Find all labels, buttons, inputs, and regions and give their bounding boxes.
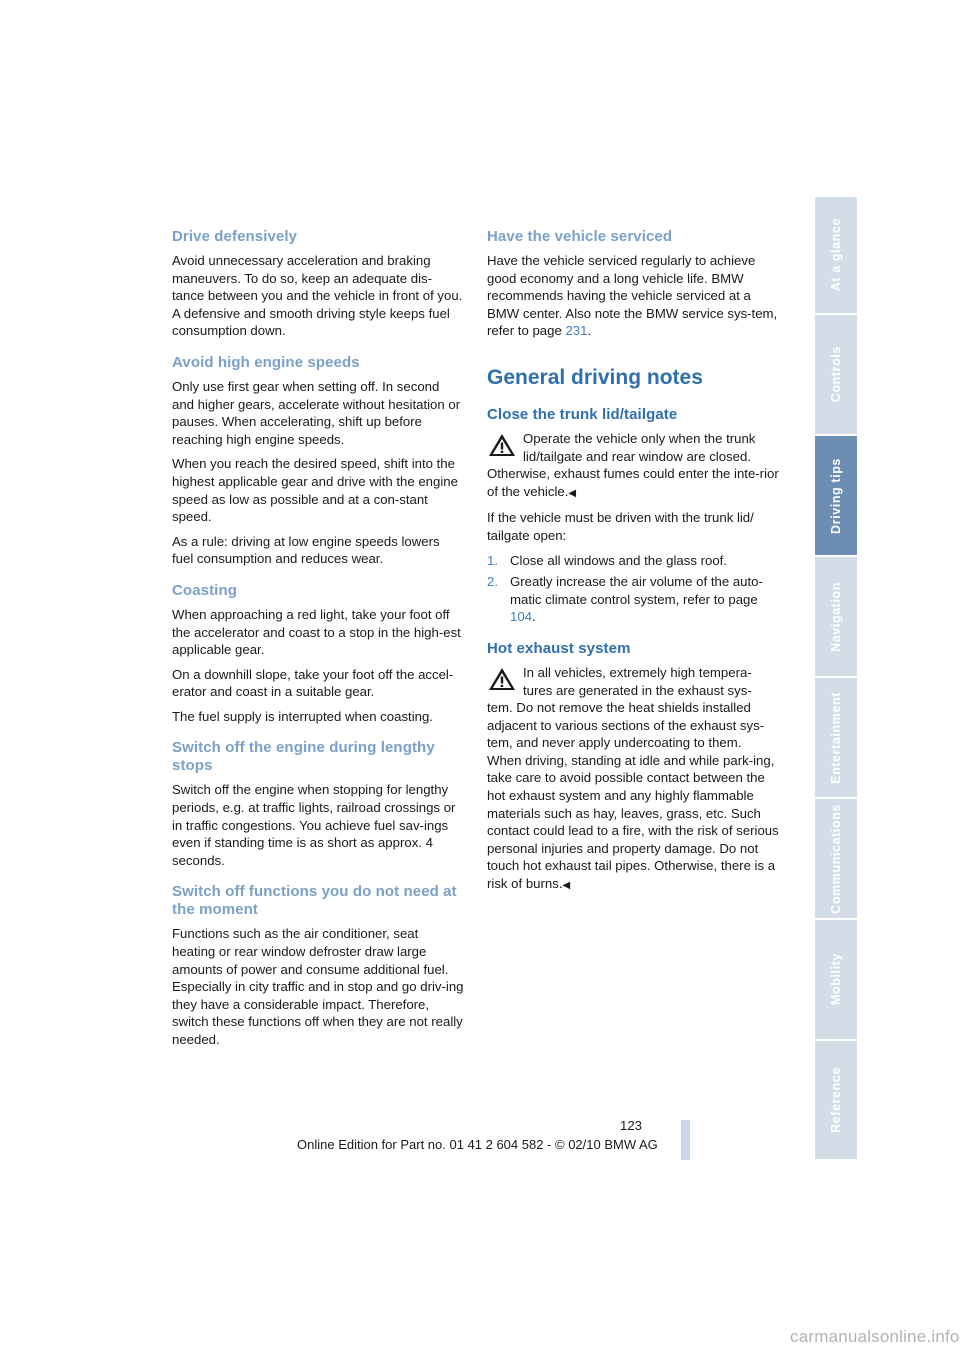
tab-entertainment[interactable] xyxy=(815,678,857,797)
tab-label: Driving tips xyxy=(829,457,843,534)
paragraph: Only use first gear when setting off. In second and higher gears, accelerate without hesitation or pauses. When accelerating, shift up before reaching high engine speeds. xyxy=(172,378,461,447)
paragraph: If the vehicle must be driven with the trunk lid/ tailgate open: xyxy=(487,510,754,543)
page-link-104[interactable]: 104 xyxy=(510,609,533,625)
tab-label: At a glance xyxy=(829,218,843,292)
right-column xyxy=(487,228,779,909)
watermark: carmanualsonline.info xyxy=(790,1327,960,1346)
section-coasting xyxy=(172,582,464,726)
paragraph: Switch off the engine when stopping for lengthy periods, e.g. at traffic lights, railroad crossings or in traffic congestions. You achieve fuel sav-ings even if standing time is as short as approx. 4 seconds. xyxy=(172,782,456,868)
step-text: Close all windows and the glass roof. xyxy=(510,552,727,568)
paragraph xyxy=(487,252,779,340)
heading-avoid-high-engine-speeds: Avoid high engine speeds xyxy=(172,353,360,371)
page-number: 123 xyxy=(620,1118,643,1133)
section-switch-off-functions xyxy=(172,883,464,1048)
left-column xyxy=(172,228,464,1063)
paragraph: As a rule: driving at low engine speeds lowers fuel consumption and reduces wear. xyxy=(172,533,440,567)
warning-text: tem. Do not remove the heat shields installed adjacent to various sections of the exhaust sys-tem, and never apply undercoating to them. When driving, standing at idle and while park-ing, take care to avoid possible contact between the hot exhaust system and any highly flammable materials such as hay, leaves, grass, etc. Such contact could lead to a fire, with the risk of serious personal injuries and property damage. Do not touch hot exhaust tail pipes. Otherwise, there is a risk of burns. xyxy=(487,700,779,892)
warning-first-lines: Operate the vehicle only when the trunk lid/tailgate and rear window are closed. xyxy=(523,430,756,464)
section-close-trunk xyxy=(487,406,779,626)
tab-label: Navigation xyxy=(829,581,843,652)
paragraph: Functions such as the air conditioner, seat heating or rear window defroster draw large amounts of power and consume additional fuel. Especially in city traffic and in stop and go driv-ing they have a considerable impact. Therefore, switch these functions off when they are not really needed. xyxy=(172,926,464,1047)
tab-label: Entertainment xyxy=(829,691,843,784)
paragraph: The fuel supply is interrupted when coasting. xyxy=(172,708,433,724)
end-mark-icon: ◀ xyxy=(562,880,571,892)
steps-list xyxy=(487,552,779,626)
warning-first-lines: In all vehicles, extremely high tempera-tures are generated in the exhaust sys- xyxy=(523,664,752,698)
step-number: 2. xyxy=(487,574,498,590)
tab-reference[interactable] xyxy=(815,1041,857,1159)
tab-mobility[interactable] xyxy=(815,920,857,1039)
step-end: . xyxy=(532,609,536,625)
tab-label: Communications xyxy=(829,803,843,914)
paragraph: When you reach the desired speed, shift into the highest applicable gear and drive with the engine speed as low as possible and at a con-stant speed. xyxy=(172,456,458,525)
tab-label: Reference xyxy=(829,1067,843,1133)
section-hot-exhaust xyxy=(487,640,779,895)
heading-drive-defensively: Drive defensively xyxy=(172,228,298,245)
list-item xyxy=(487,552,779,570)
warning-block xyxy=(487,664,779,895)
warning-rest xyxy=(487,465,779,502)
tab-navigation[interactable] xyxy=(815,557,857,676)
warning-rest xyxy=(487,699,779,895)
heading-vehicle-serviced: Have the vehicle serviced xyxy=(487,228,673,245)
tab-label: Controls xyxy=(829,346,843,403)
heading-hot-exhaust: Hot exhaust system xyxy=(487,639,631,657)
tab-at-a-glance[interactable] xyxy=(815,197,857,313)
page-link-231[interactable]: 231 xyxy=(565,323,588,339)
paragraph-end: . xyxy=(587,323,592,339)
heading-close-trunk: Close the trunk lid/tailgate xyxy=(487,405,678,423)
warning-triangle-icon xyxy=(487,666,517,692)
paragraph: When approaching a red light, take your foot off the accelerator and coast to a stop in the high-est applicable gear. xyxy=(172,606,461,658)
paragraph: On a downhill slope, take your foot off the accel-erator and coast in a suitable gear. xyxy=(172,666,454,700)
page-marker-bar xyxy=(681,1120,690,1160)
tab-driving-tips[interactable] xyxy=(815,436,857,555)
heading-switch-off-engine: Switch off the engine during lengthy stops xyxy=(172,739,435,775)
list-item xyxy=(487,573,779,626)
step-text: Greatly increase the air volume of the auto-matic climate control system, refer to page xyxy=(510,574,763,607)
paragraph: Avoid unnecessary acceleration and braking maneuvers. To do so, keep an adequate dis-tance between you and the vehicle in front of you. A defensive and smooth driving style keeps fuel consumption down. xyxy=(172,253,463,339)
warning-text: Otherwise, exhaust fumes could enter the inte-rior of the vehicle. xyxy=(487,466,779,499)
tab-communications[interactable] xyxy=(815,799,857,918)
footer-edition: Online Edition for Part no. 01 41 2 604 582 - © 02/10 BMW AG xyxy=(297,1137,658,1152)
end-mark-icon: ◀ xyxy=(568,487,577,499)
heading-coasting: Coasting xyxy=(172,581,237,599)
paragraph-text: Have the vehicle serviced regularly to achieve good economy and a long vehicle life. BMW recommends having the vehicle serviced at a BMW center. Also note the BMW service sys-tem, refer to page xyxy=(487,253,778,339)
tab-label: Mobility xyxy=(829,953,843,1006)
chapter-sidebar xyxy=(815,197,857,1161)
warning-triangle-icon xyxy=(487,432,517,458)
heading-switch-off-functions: Switch off functions you do not need at the moment xyxy=(172,883,457,919)
section-switch-off-engine xyxy=(172,739,464,869)
warning-block xyxy=(487,430,779,502)
section-title-general-driving-notes: General driving notes xyxy=(487,365,703,389)
tab-controls[interactable] xyxy=(815,315,857,434)
section-vehicle-serviced xyxy=(487,228,779,340)
section-avoid-high-engine-speeds xyxy=(172,354,464,568)
step-number: 1. xyxy=(487,552,498,568)
section-drive-defensively xyxy=(172,228,464,340)
